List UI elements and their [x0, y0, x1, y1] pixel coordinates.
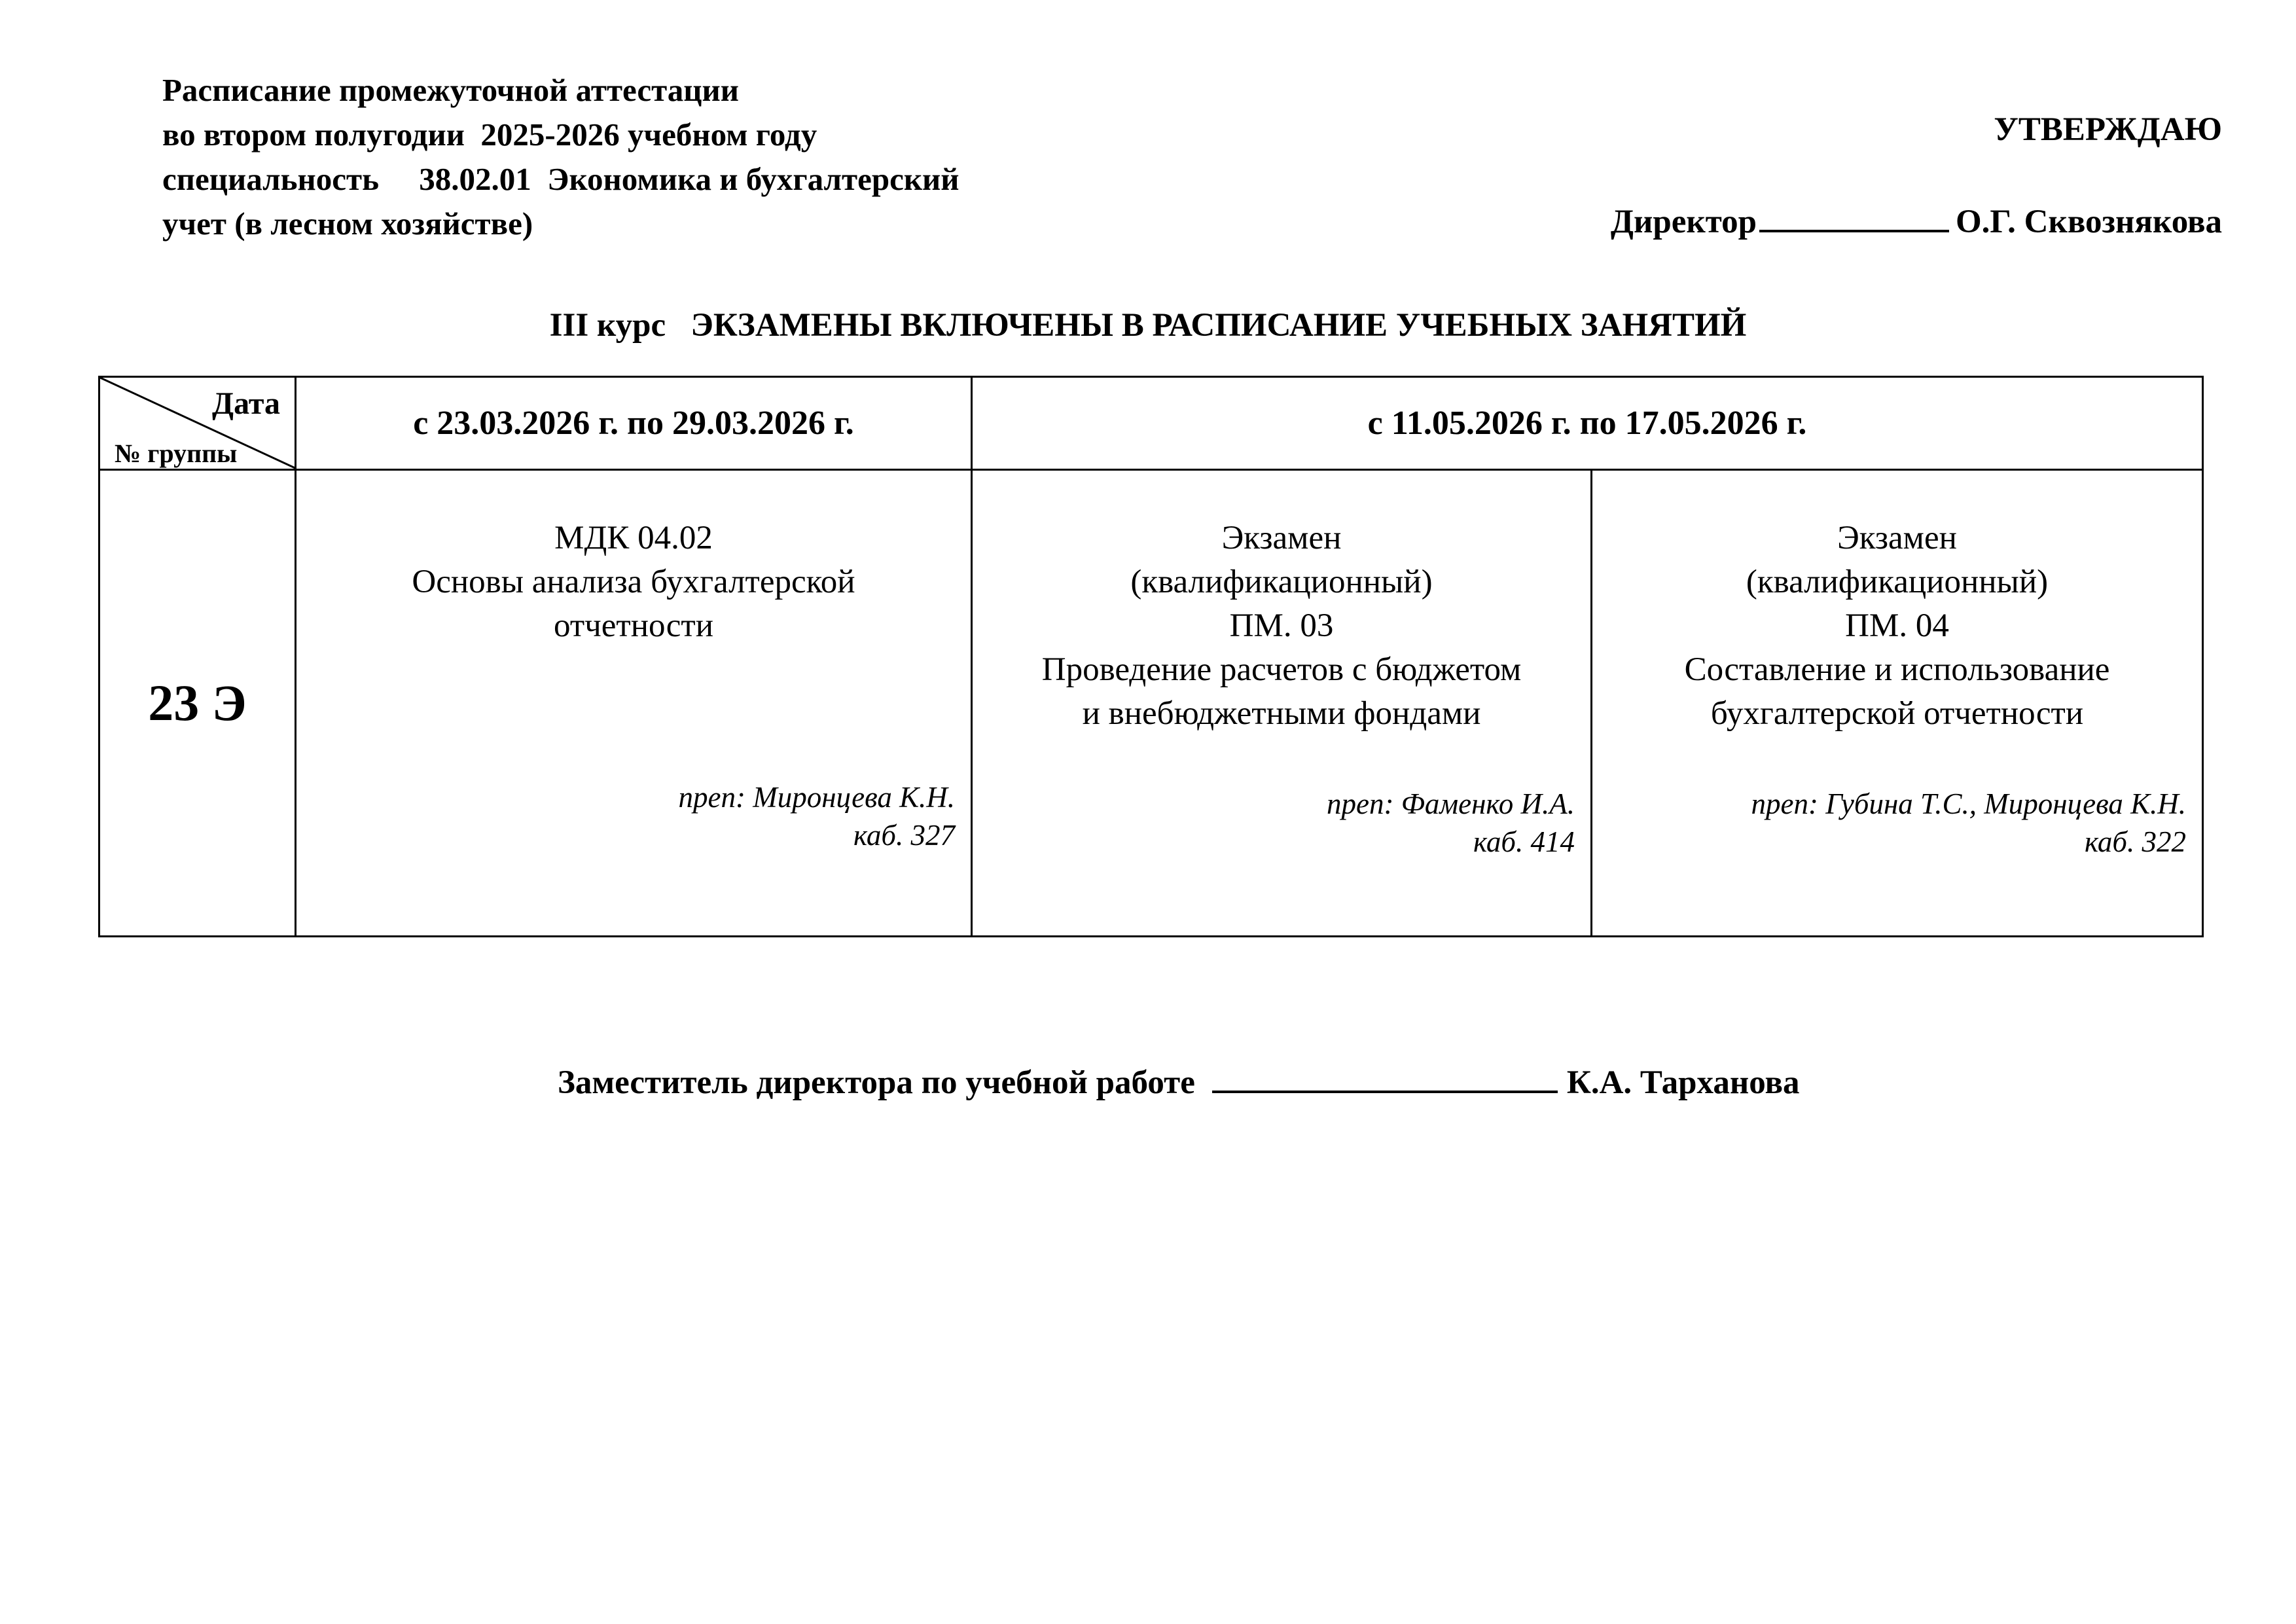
- deputy-name: К.А. Тарханова: [1566, 1064, 1800, 1101]
- subject-line: ПМ. 03: [1229, 607, 1334, 644]
- table-row: [99, 470, 2203, 937]
- subject-line: отчетности: [554, 607, 713, 644]
- room-number: каб. 327: [853, 819, 955, 852]
- header-line: учет (в лесном хозяйстве): [162, 206, 533, 242]
- room-number: каб. 414: [1473, 825, 1575, 858]
- teacher-name: преп: Фаменко И.А.: [1327, 787, 1575, 820]
- subject-line: Экзамен: [1837, 520, 1957, 556]
- table-header-row: [99, 377, 2203, 470]
- signature-line: [1212, 1060, 1558, 1093]
- header-line: во втором полугодии 2025-2026 учебном году: [162, 117, 817, 153]
- subject-line: Экзамен: [1221, 520, 1342, 556]
- signature-line: [1759, 200, 1949, 232]
- subject-line: (квалификационный): [1746, 564, 2049, 600]
- corner-cell: [99, 377, 296, 470]
- header-line: специальность 38.02.01 Экономика и бухгалтерский: [162, 161, 960, 197]
- director-label: Директор: [1610, 204, 1757, 240]
- subject-line: МДК 04.02: [554, 520, 713, 556]
- period-header: с 23.03.2026 г. по 29.03.2026 г.: [296, 377, 972, 470]
- subject-title: [296, 471, 971, 648]
- teacher-info: [1751, 785, 2186, 861]
- date-label: Дата: [212, 386, 280, 421]
- exam-cell: [296, 470, 972, 937]
- director-signature: [1611, 200, 2222, 241]
- room-number: каб. 322: [2084, 825, 2187, 858]
- teacher-name: преп: Миронцева К.Н.: [678, 781, 955, 814]
- teacher-info: [1327, 785, 1575, 861]
- schedule-table: [98, 376, 2204, 937]
- deputy-signature: [558, 1060, 1800, 1102]
- group-number: 23 Э: [99, 470, 296, 937]
- subject-line: (квалификационный): [1130, 564, 1433, 600]
- director-name: О.Г. Сквознякова: [1956, 204, 2222, 240]
- deputy-label: Заместитель директора по учебной работе: [558, 1064, 1195, 1101]
- teacher-info: [679, 778, 955, 854]
- document-header: [162, 68, 960, 246]
- header-line: Расписание промежуточной аттестации: [162, 72, 739, 108]
- group-label: № группы: [115, 439, 238, 468]
- subject-line: Основы анализа бухгалтерской: [412, 564, 855, 600]
- subject-line: бухгалтерской отчетности: [1710, 695, 2084, 732]
- subject-title: [1592, 471, 2202, 736]
- subject-title: [973, 471, 1590, 736]
- period-header: с 11.05.2026 г. по 17.05.2026 г.: [972, 377, 2203, 470]
- teacher-name: преп: Губина Т.С., Миронцева К.Н.: [1751, 787, 2187, 820]
- approve-stamp: УТВЕРЖДАЮ: [1994, 111, 2222, 148]
- exam-cell: [972, 470, 1592, 937]
- exam-cell: [1592, 470, 2203, 937]
- subject-line: Проведение расчетов с бюджетом: [1041, 651, 1522, 688]
- course-title: III курс ЭКЗАМЕНЫ ВКЛЮЧЕНЫ В РАСПИСАНИЕ УЧЕБНЫХ ЗАНЯТИЙ: [549, 307, 1747, 344]
- subject-line: Составление и использование: [1684, 651, 2110, 688]
- subject-line: и внебюджетными фондами: [1082, 695, 1481, 732]
- subject-line: ПМ. 04: [1845, 607, 1949, 644]
